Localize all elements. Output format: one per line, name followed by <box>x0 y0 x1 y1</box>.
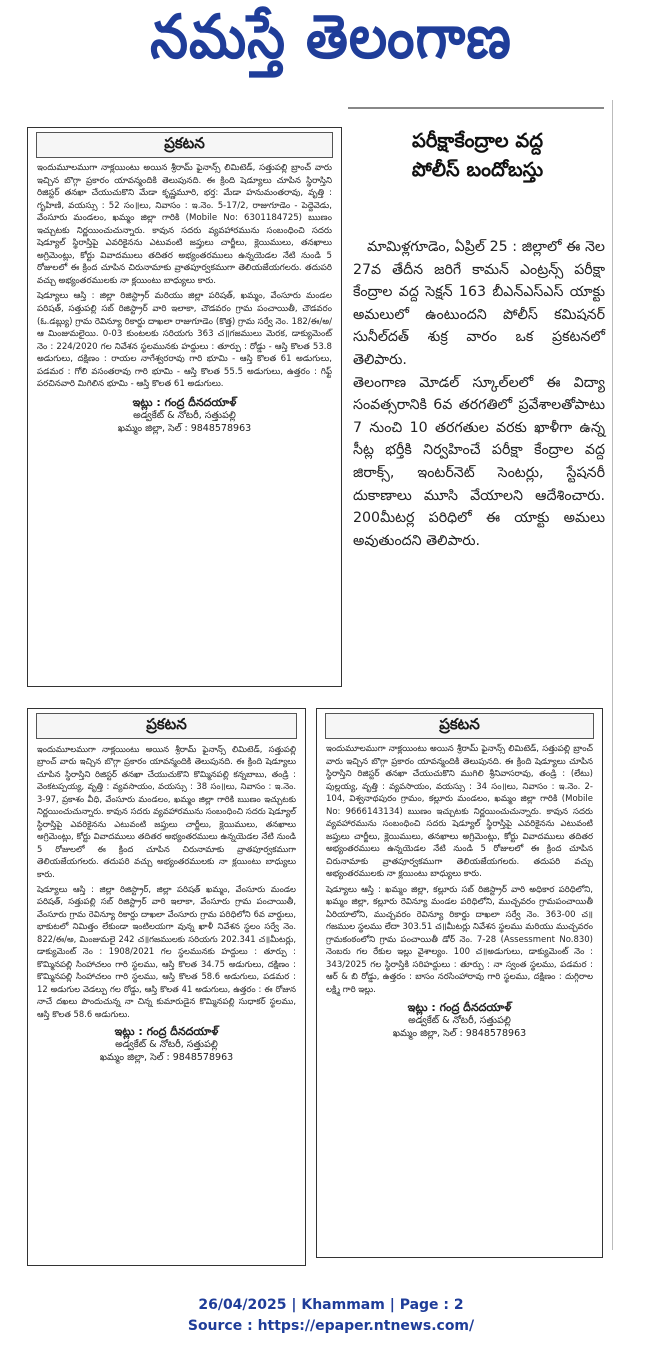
notice-3 <box>316 708 603 1258</box>
notice-3-sign-contact: ఖమ్మం జిల్లా, సెల్ : 9848578963 <box>392 1028 527 1039</box>
notice-3-body-container <box>317 743 602 1040</box>
notice-2-heading: ప్రకటన <box>36 713 297 739</box>
notice-2-sign-contact: ఖమ్మం జిల్లా, సెల్ : 9848578963 <box>99 1051 234 1063</box>
notice-2-body-container <box>28 743 305 1064</box>
news-article <box>353 236 605 552</box>
notice-2 <box>27 708 306 1266</box>
notice-3-sign-name: ఇట్లు : గంద్ర దీనదయాళ్ <box>407 1001 512 1014</box>
news-paragraph-1: మామిళ్లగూడెం, ఏప్రిల్ 25 : జిల్లాలో ఈ నెల 27వ తేదీన జరిగే కామన్ ఎంట్రన్స్ పరీక్షా కేంద్రాల వద్ద సెక్షన్ 163 బీఎన్ఎస్ఎస్ యాక్టు అమలులో ఉంటుందని పోలీస్ కమిషనర్ సునీల్‌దత్ శుక్ర వారం ఒక ప్రకటనలో తెలిపారు. <box>353 239 605 368</box>
notice-1-body: ఇందుమూలముగా నాక్లయింటు అయిన శ్రీరామ్ ఫైనాన్స్ లిమిటెడ్, సత్తుపల్లి బ్రాంచ్ వారు ఇచ్చిన బొగ్గా ప్రకారం యావన్మందికి తెలుపునది. ఈ క్రింది షెడ్యూలు చూపిన స్థిరాస్తిని రిజిస్టర్ తనఖా చేయుచుకొని మేడా కృష్ణమూరి, భర్త: మేడా హనుమంతరావు, వృత్తి : గృహిణి, వయస్సు : 52 సం॥లు, నివాసం : ఇ.నెం. 5-17/2, రాజుగూడెం - పెద్దెవెడు, వేంసూరు మండలం, ఖమ్మం జిల్లా గారికి (Mobile No: 6301184725) ఋణం ఇచ్చుటకు నిర్ణయించుచున్నారు. కావున సదరు వ్యవహారమును సంబంధించి సదరు షెడ్యూల్ స్థిరాస్తిపై ఎవరికైనను ఎటువంటి జప్తులు చార్జీలు, క్లెయిములు, తనఖాలు అగ్రిమెంట్లు, కోర్టు వివాదములు తదితర అభ్యంతరములు ఉన్నయెడల నేటి నుండి 5 రోజులలో ఈ క్రింద చూపిన చిరునామాకు వ్రాతపూర్వకముగా తెలియజేయగలరు. తదుపరి వచ్చు అభ్యంతరములకు నా క్లయింటు బాధ్యులు కారు. <box>37 163 332 286</box>
notice-3-sign-title: అడ్వకేట్ & నోటరీ, సత్తుపల్లి <box>408 1015 511 1026</box>
headline-rule <box>348 107 604 109</box>
adjacent-column-clipped <box>640 95 662 1255</box>
news-headline <box>351 126 604 184</box>
notice-3-schedule: షెడ్యూలు ఆస్తి : ఖమ్మం జిల్లా, కల్లూరు సబ్ రిజిస్ట్రార్ వారి అధికార పరిధిలోని, ఖమ్మం జిల్లా, కల్లూరు రెవిన్యూ మండల పరిధిలోని, ముచ్చవరం గ్రామపంచాయితీ ఏరియాలోని, ముచ్చవరం రెవిన్యూ రికార్డు దాఖలా సర్వే నెం. 363-00 చ॥గజముల స్థలము లేదా 303.51 చ॥మీటర్లు నివేశన స్థలము మరియు ముచ్చవరం గ్రామకంఠంలోని గ్రామ పంచాయితీ డోర్ నెం. 7-28 (Assessment No.830) నెంబరు గల రేకుల ఇల్లు వైశాల్యం. 100 చ॥అడుగులు, డాక్యుమెంట్ నెం : 343/2025 గల స్థిరాస్తికి సరిహద్దులు : తూర్పు : నా స్వంత స్థలము, పడమర : ఆర్ & బి రోడ్డు, ఉత్తరం : బాసం నరసింహారావు గారి స్థలము, దక్షిణం : దుగ్గిరాల లక్ష్మి గారి ఇల్లు. <box>326 884 593 995</box>
column-separator <box>612 100 613 1250</box>
notice-1-schedule: షెడ్యూలు ఆస్తి : జిల్లా రిజిస్ట్రార్ మరియు జిల్లా పరిషత్, ఖమ్మం, వేంసూరు మండల పరిషత్, సత్తుపల్లి సబ్ రిజిస్ట్రార్ వారి ఇలాకా, చౌడవరం గ్రామ పంచాయితీ, చౌడవరం (ఓ.డబ్ల్యు) గ్రామ రెవిన్యూ రికార్డు దాఖలా రాజుగూడెం (కొత్త) గ్రామ సర్వే నెం. 182/ఈ/అ/ఆ మింజుమలైయి. 0-03 కుంటలకు సరియగు 363 చ॥గజములు మెరక, డాక్యుమెంట్ నెం : 224/2020 గల నివేశన స్థలమునకు హద్దులు : తూర్పు : రోడ్డు - ఆస్తి కొలత 53.8 అడుగులు, దక్షిణం : రాయల నాగేశ్వరరావు గారి భూమి - ఆస్తి కొలత 61 అడుగులు, పడమర : గోలి వసంతరావు గారి భూమి - ఆస్తి కొలత 55.5 అడుగులు, ఉత్తరం : గిఫ్ట్ పరచినవారి మిగిలిన భూమి - ఆస్తి కొలత 61 అడుగులు. <box>37 291 332 390</box>
notice-3-heading: ప్రకటన <box>325 713 594 739</box>
notice-1-sign-name: ఇట్లు : గంద్ర దీనదయాళ్ <box>132 395 237 409</box>
news-headline-line2: పోలీస్ బందోబస్తు <box>411 158 544 181</box>
notice-1-body-container <box>28 162 341 435</box>
notice-1-signature <box>37 396 332 435</box>
notice-1-sign-title: అడ్వకేట్ & నోటరీ, సత్తుపల్లి <box>133 409 236 421</box>
news-headline-line1: పరీక్షాకేంద్రాల వద్ద <box>411 129 544 152</box>
footer-source: Source : https://epaper.ntnews.com/ <box>187 1318 475 1334</box>
masthead-title: నమస్తే తెలంగాణ <box>150 0 512 72</box>
notice-2-body: ఇందుమూలముగా నాక్లయింటు అయిన శ్రీరామ్ ఫైనాన్స్ లిమిటెడ్, సత్తుపల్లి బ్రాంచ్ వారు ఇచ్చిన బొగ్గా ప్రకారం యావన్మందికి తెలుపునది. ఈ క్రింది షెడ్యూలు చూపిన స్థిరాస్తిని రిజిస్టర్ తనఖా చేయుచుకొని కొమ్మినపల్లి కన్నబాబు, తండ్రి : వెంకటప్పయ్య, వృత్తి : వ్యవసాయం, వయస్సు : 38 సం॥లు, నివాసం : ఇ.నెం. 3-97, ప్రకాశం వీధి, వేంసూరు మండలం, ఖమ్మం జిల్లా గారికి ఋణం ఇచ్చుటకు నిర్ణయించుచున్నారు. కావున సదరు వ్యవహారమును సంబంధించి సదరు షెడ్యూల్ స్థిరాస్తిపై ఎవరికైనను ఎటువంటి జప్తులు చార్జీలు, క్లెయిములు, తనఖాలు అగ్రిమెంట్లు, కోర్టు వివాదములు తదితర అభ్యంతరములు ఉన్నయెడల నేటి నుండి 5 రోజులలో ఈ క్రింద చూపిన చిరునామాకు వ్రాతపూర్వకముగా తెలియజేయగలరు. తదుపరి వచ్చు అభ్యంతరములకు నా క్లయింటు బాధ్యులు కారు. <box>37 744 296 879</box>
notice-3-body: ఇందుమూలముగా నాక్లయింటు అయిన శ్రీరామ్ ఫైనాన్స్ లిమిటెడ్, సత్తుపల్లి బ్రాంచ్ వారు ఇచ్చిన బొగ్గా ప్రకారం యావన్మందికి తెలుపునది. ఈ క్రింది షెడ్యూలు చూపిన స్థిరాస్తిని రిజిస్టర్ తనఖా చేయుచుకొని ముగిలి శ్రీనివాసరావు, తండ్రి : (లేటు) పుల్లయ్య, వృత్తి : వ్యవసాయం, వయస్సు : 34 సం॥లు, నివాసం : ఇ.నెం. 2-104, విశ్వనాథపురం గ్రామం, కల్లూరు మండలం, ఖమ్మం జిల్లా గారికి (Mobile No: 9666143134) ఋణం ఇచ్చుటకు నిర్ణయించుచున్నారు. కావున సదరు వ్యవహారమును సంబంధించి సదరు షెడ్యూల్ స్థిరాస్తిపై ఎవరికైనను ఎటువంటి జప్తులు చార్జీలు, క్లెయిములు, తనఖాలు అగ్రిమెంట్లు, కోర్టు వివాదములు తదితర అభ్యంతరములు ఉన్నయెడల నేటి నుండి 5 రోజులలో ఈ క్రింద చూపిన చిరునామాకు వ్రాతపూర్వకముగా తెలియజేయగలరు. తదుపరి వచ్చు అభ్యంతరములకు నా క్లయింటు బాధ్యులు కారు. <box>326 744 593 879</box>
notice-1 <box>27 127 342 687</box>
notice-2-signature <box>37 1025 296 1064</box>
notice-1-heading: ప్రకటన <box>36 132 333 158</box>
masthead <box>0 0 662 88</box>
notice-2-sign-title: అడ్వకేట్ & నోటరీ, సత్తుపల్లి <box>115 1038 218 1050</box>
notice-2-schedule: షెడ్యూలు ఆస్తి : జిల్లా రిజిస్ట్రార్, జిల్లా పరిషత్ ఖమ్మం, వేంసూరు మండల పరిషత్, సత్తుపల్లి సబ్ రిజిస్ట్రార్ వారి ఇలాకా, వేంసూరు గ్రామ పంచాయితీ, వేంసూరు గ్రామ రెవిన్యూ రికార్డు దాఖలా వేంసూరు గ్రామ పరిధిలోని 6వ వార్డులు, భాకుటలో నిమిత్తం లేకుండా ఇంటిలయగా వున్న ఖాళీ నివేశన స్థలం సర్వే నెం. 822/ఈ/అ, మింజుమలై 242 చ॥గజములకు సరియగు 202.341 చ॥మీటర్లు, డాక్యుమెంట్ నెం : 1908/2021 గల స్థలమునకు హద్దులు : తూర్పు : కొమ్మినపల్లి సింహాచలం గారి స్థలము, ఆస్తి కొలత 34.75 అడుగులు, దక్షిణం : కొమ్మినపల్లి సింహాచలం గారి స్థలము, ఆస్తి కొలత 58.6 అడుగులు, పడమర : 12 అడుగుల వెడల్పు గల రోడ్డు, ఆస్తి కొలత 41 అడుగులు, ఉత్తరం : ఈ రోజున నాచే దఖలు పొందుచున్న నా చిన్న కుమారుడైన కొమ్మినపల్లి సుధాకర్ స్థలము, ఆస్తి కొలత 58.6 అడుగులు. <box>37 883 296 1019</box>
notice-3-signature <box>326 1001 593 1040</box>
footer-page-info: 26/04/2025 | Khammam | Page : 2 <box>198 1297 464 1313</box>
notice-1-sign-contact: ఖమ్మం జిల్లా, సెల్ : 9848578963 <box>117 422 252 434</box>
news-paragraph-2: తెలంగాణ మోడల్ స్కూల్‌లలో ఈ విద్యా సంవత్సరానికి 6వ తరగతిలో ప్రవేశాలతోపాటు 7 నుంచి 10 తరగతుల వరకు ఖాళీగా ఉన్న సీట్ల భర్తీకి నిర్వహించే పరీక్షా కేంద్రాల వద్ద జిరాక్స్, ఇంటర్‌నెట్ సెంటర్లు, స్టేషనరీ దుకాణాలు మూసి వేయాలని ఆదేశించారు. 200మీటర్ల పరిధిలో ఈ యాక్టు అమలు అవుతుందని తెలిపారు. <box>353 374 605 549</box>
notice-2-sign-name: ఇట్లు : గంద్ర దీనదయాళ్ <box>114 1024 219 1038</box>
